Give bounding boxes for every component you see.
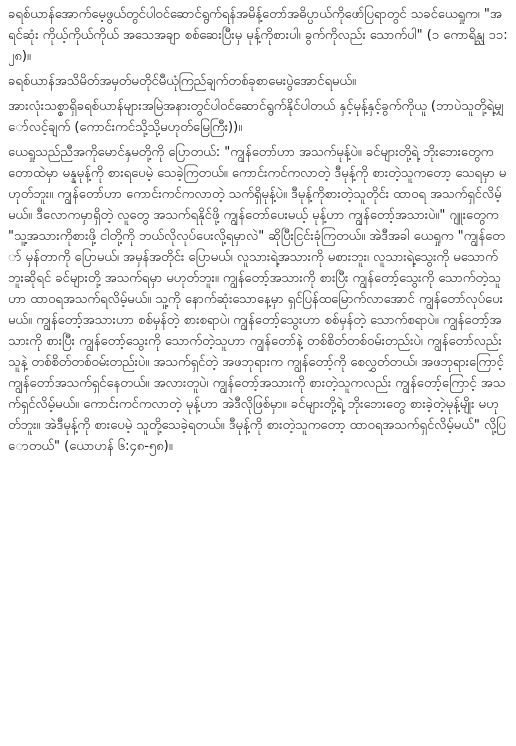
paragraph-scripture-quote: ယေရှုသည်ညီအကိုမောင်နှမတို့ကို ပြောတယ်: "ကျွန်တော်ဟာ အသက်မုန့်ပဲ။ ခင်များတို့ရဲ့ ဘိုးဘေးတွေက တောထဲမှာ မန္နမုန့်ကို စားရပေမဲ့ သေခဲ့ကြတယ်။ ကောင်းကင်ကလာတဲ့ ဒီမုန့်ကို စားတဲ့သူကတော့ သေရမှာ မဟုတ်ဘူး။ ကျွန်တော်ဟာ ကောင်းကင်ကလာတဲ့ သက်ရှိမုန့်ပဲ။ ဒီမုန့်ကိုစားတဲ့သူတိုင်း ထာဝရ အသက်ရှင်လိမ့်မယ်။ ဒီလောကမှာရှိတဲ့ လူတွေ အသက်ရနိုင်ဖို့ ကျွန်တော်ပေးမယ့် မုန့်ဟာ ကျွန်တော့်အသားပဲ။" ဂျူးတွေက "သူ့အသားကိုစားဖို့ ငါတို့ကို ဘယ်လိုလုပ်ပေးလို့ရမှာလဲ" ဆိုပြီးငြင်းခုံကြတယ်။ အဲဒီအခါ ယေရှုက "ကျွန်တော် မှန်တာကို ပြောမယ်၊ အမှန်အတိုင်း ပြောမယ်၊ လူသားရဲ့အသားကို မစားဘူး၊ လူသားရဲ့သွေးကို မသောက်ဘူးဆိုရင် ခင်များတို့ အသက်ရမှာ မဟုတ်ဘူး။ ကျွန်တော့်အသားကို စားပြီး ကျွန်တော့်သွေးကို သောက်တဲ့သူဟာ ထာဝရအသက်ရလိမ့်မယ်။ သူ့ကို နောက်ဆုံးသောနေ့မှာ ရှင်ပြန်ထမြောက်လာအောင် ကျွန်တော်လုပ်ပေးမယ်။ ကျွန်တော့်အသားဟာ စစ်မှန်တဲ့ စားစရာပဲ၊ ကျွန်တော့်သွေးဟာ စစ်မှန်တဲ့ သောက်စရာပဲ။ ကျွန်တော့်အသားကို စားပြီး ကျွန်တော့်သွေးကို သောက်တဲ့သူဟာ ကျွန်တော်နဲ့ တစ်စိတ်တစ်ဝမ်းတည်းပဲ၊ ကျွန်တော်လည်း သူနဲ့ တစ်စိတ်တစ်ဝမ်းတည်းပဲ။ အသက်ရှင်တဲ့ အဖဘုရားက ကျွန်တော့်ကို စေလွှတ်တယ်၊ အဖဘုရားကြောင့် ကျွန်တော်အသက်ရှင်နေတယ်။ အလားတူပဲ၊ ကျွန်တော့်အသားကို စားတဲ့သူကလည်း ကျွန်တော့်ကြောင့် အသက်ရှင်လိမ့်မယ်။ ကောင်းကင်ကလာတဲ့ မုန့်ဟာ အဲဒီလိုဖြစ်မှာ။ ခင်များတို့ရဲ့ ဘိုးဘေးတွေ စားခဲ့တဲ့မုန့်မျိုး မဟုတ်ဘူး။ အဲဒီမုန့်ကို စားပေမဲ့ သူတို့သေခဲ့ရတယ်။ ဒီမုန့်ကို စားတဲ့သူကတော့ ထာဝရအသက်ရှင်လိမ့်မယ်" လို့ပြောတယ်" (ယောဟန် ၆:၄၈-၅၈)။ [8, 145, 507, 454]
paragraph-commandment: ခရစ်ယာန်အောက်မေ့ဖွယ်တွင်ပါဝင်ဆောင်ရွက်ရန်အမိန့်တော်အဓိပ္ပာယ်ကိုဖော်ပြရာတွင် သခင်ယေရှုက၊ "အရင်ဆုံး ကိုယ့်ကိုယ်ကိုယ် အသေအချာ စစ်ဆေးပြီးမှ မုန့်ကိုစားပါ၊ ခွက်ကိုလည်း သောက်ပါ" (၁ ကောရိန္သု ၁၁:၂၈)။ [8, 7, 508, 64]
paragraph-all-believers: အားလုံးသစ္စာရှိခရစ်ယာန်များအမြဲအနားတွင်ပါဝင်ဆောင်ရွက်နိုင်ပါတယ် နှင့်မုန့်နှင့်ခွက်ကိုယူ (ဘာပဲသူတို့ရဲ့မျှော်လင့်ချက် (ကောင်းကင်သို့သို့မဟုတ်မြေကြီး))။ [8, 99, 504, 135]
paragraph-prerequisite: ခရစ်ယာန်အသိမိတ်အမှတ်မတိုင်မီယုံကြည်ချက်တစ်ခုစာမေးပွဲအောင်ရမယ်။ [8, 74, 356, 89]
